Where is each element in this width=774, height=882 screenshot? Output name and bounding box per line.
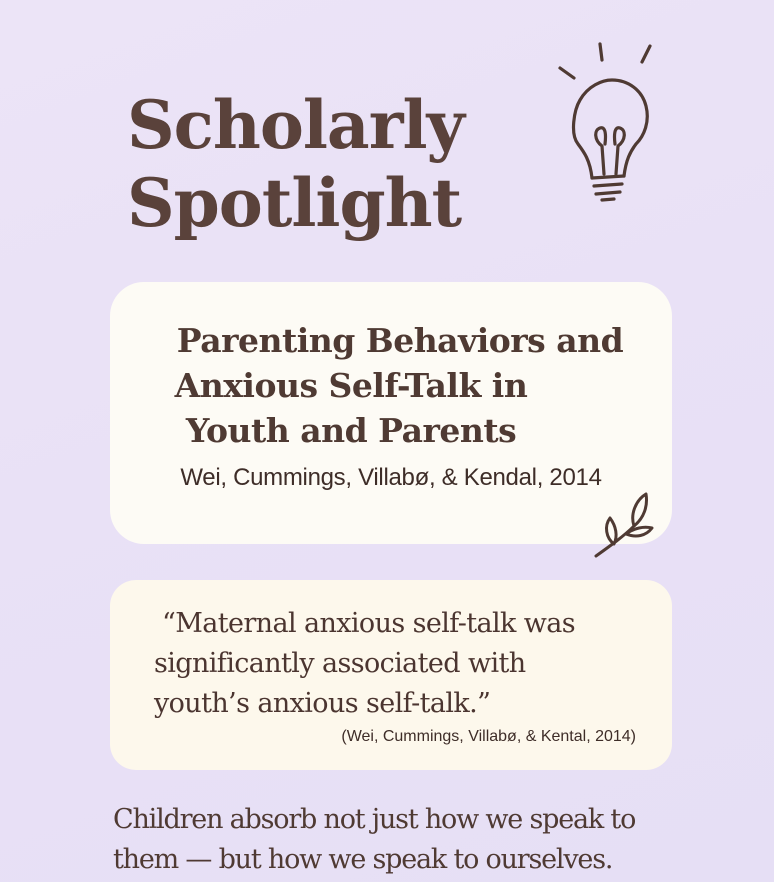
footer-line: them — but how we speak to ourselves. [113,844,613,875]
paper-authors: Wei, Cummings, Villabø, & Kendal, 2014 [180,464,602,491]
paper-card [110,282,672,544]
footer-line: Children absorb not just how we speak to [113,804,636,835]
title-line-2: Spotlight [127,164,462,242]
quote-line: significantly associated with [154,648,526,679]
quote-citation: (Wei, Cummings, Villabø, & Kental, 2014) [341,728,636,745]
leaf-sprig-icon [590,490,660,562]
quote-card [110,580,672,770]
lightbulb-icon [550,36,670,206]
paper-title-line: Parenting Behaviors and [176,321,624,360]
paper-title-line: Anxious Self-Talk in [174,366,528,405]
quote-line: youth’s anxious self-talk.” [154,688,491,719]
paper-title-line: Youth and Parents [185,411,517,450]
quote-line: “Maternal anxious self-talk was [162,608,576,639]
page-title [127,86,464,242]
title-line-1: Scholarly [127,86,464,164]
footer-message [113,800,713,880]
paper-title [110,318,672,453]
quote-text [154,604,654,724]
